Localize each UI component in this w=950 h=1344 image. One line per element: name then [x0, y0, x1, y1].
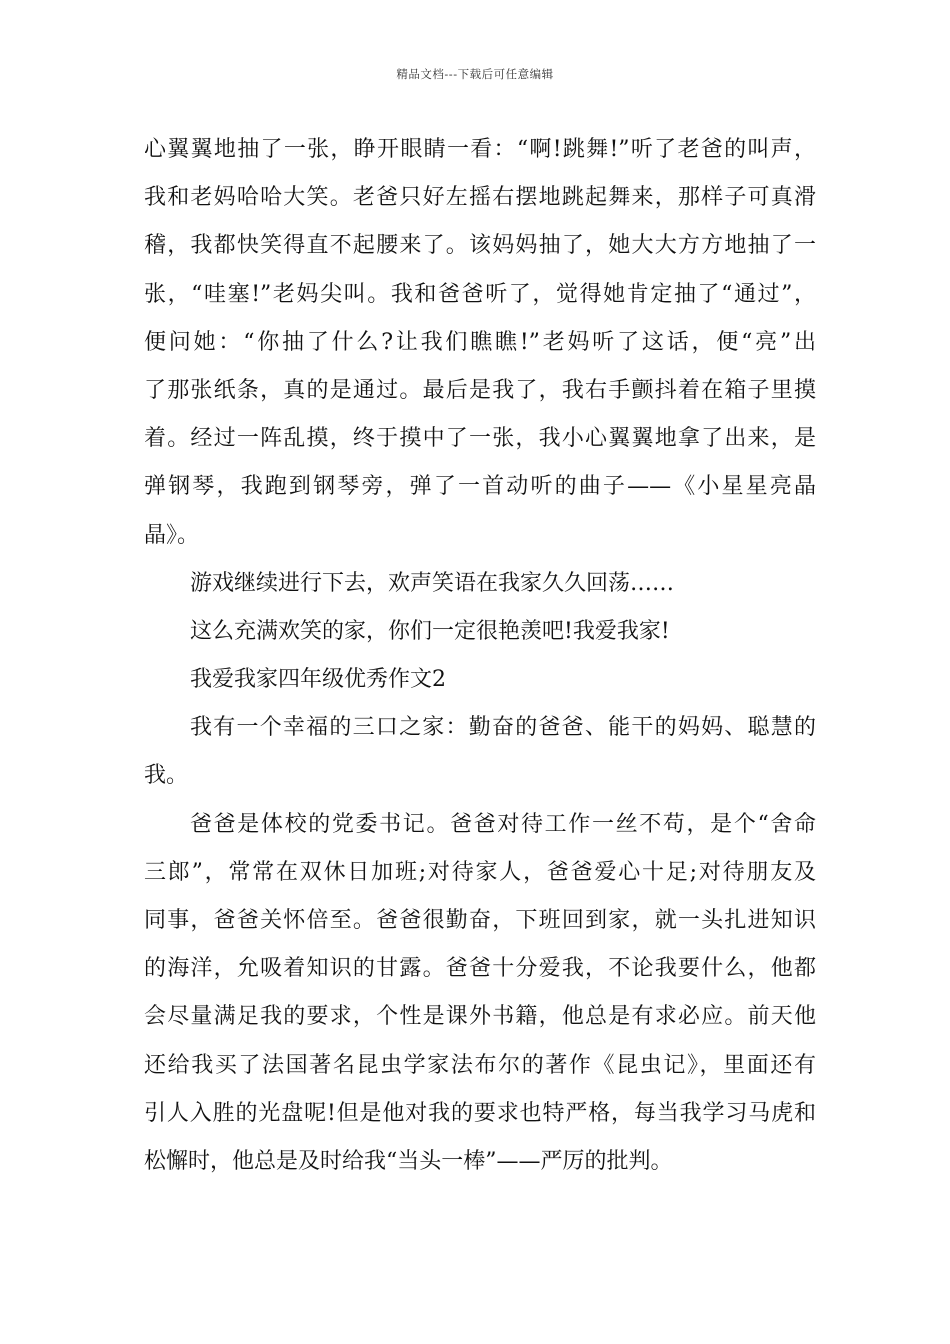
- text-line: 便问她：“你抽了什么?让我们瞧瞧!”老妈听了这话，便“亮”出: [144, 329, 816, 355]
- text-line: 稽，我都快笑得直不起腰来了。该妈妈抽了，她大大方方地抽了一: [144, 233, 816, 259]
- text-line: 我。: [144, 763, 189, 789]
- text-line: 张，“哇塞!”老妈尖叫。我和爸爸听了，觉得她肯定抽了“通过”，: [144, 281, 816, 307]
- text-line: 同事，爸爸关怀倍至。爸爸很勤奋，下班回到家，就一头扎进知识: [144, 908, 816, 933]
- text-line: 着。经过一阵乱摸，终于摸中了一张，我小心翼翼地拿了出来，是: [144, 426, 816, 452]
- text-line: 松懈时，他总是及时给我“当头一棒”——严厉的批判。: [144, 1148, 673, 1174]
- text-line: 游戏继续进行下去，欢声笑语在我家久久回荡……: [190, 570, 675, 596]
- document-body: [144, 126, 816, 1186]
- text-line: 弹钢琴，我跑到钢琴旁，弹了一首动听的曲子——《小星星亮晶: [144, 474, 816, 500]
- text-line: 这么充满欢笑的家，你们一定很艳羡吧!我爱我家!: [190, 618, 670, 644]
- text-line: 的海洋，允吸着知识的甘露。爸爸十分爱我，不论我要什么，他都: [144, 956, 816, 982]
- text-line: 爸爸是体校的党委书记。爸爸对待工作一丝不苟，是个“舍命: [190, 811, 816, 837]
- section-title: 我爱我家四年级优秀作文2: [190, 667, 446, 693]
- text-line: 会尽量满足我的要求，个性是课外书籍，他总是有求必应。前天他: [144, 1004, 816, 1030]
- text-line: 我和老妈哈哈大笑。老爸只好左摇右摆地跳起舞来，那样子可真滑: [144, 185, 816, 211]
- page-header: 精品文档---下载后可任意编辑: [396, 67, 554, 81]
- text-line: 三郎”，常常在双休日加班;对待家人，爸爸爱心十足;对待朋友及: [144, 859, 816, 885]
- text-line: 还给我买了法国著名昆虫学家法布尔的著作《昆虫记》，里面还有: [144, 1052, 816, 1078]
- text-line: 了那张纸条，真的是通过。最后是我了，我右手颤抖着在箱子里摸: [144, 377, 816, 403]
- text-line: 心翼翼地抽了一张，睁开眼睛一看：“啊!跳舞!”听了老爸的叫声，: [144, 137, 816, 162]
- text-line: 晶》。: [144, 522, 200, 548]
- text-line: 我有一个幸福的三口之家：勤奋的爸爸、能干的妈妈、聪慧的: [190, 715, 816, 741]
- text-line: 引人入胜的光盘呢!但是他对我的要求也特严格，每当我学习马虎和: [144, 1100, 816, 1126]
